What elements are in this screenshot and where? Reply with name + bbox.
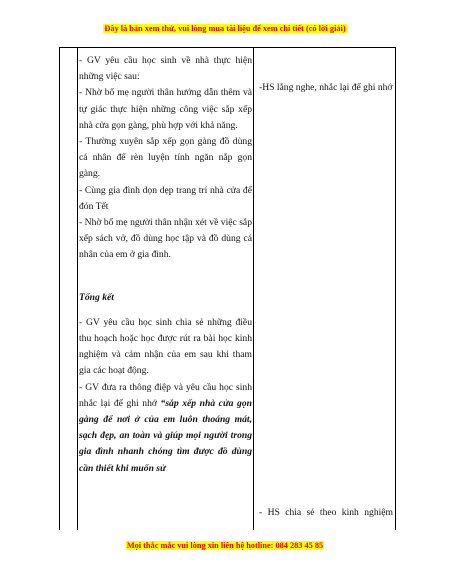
table-column-divider bbox=[253, 48, 254, 530]
preview-banner-text: Đây là bản xem thử, vui lòng mua tài liệu để xem chi tiết (có lời giải) bbox=[104, 24, 346, 33]
homework-task: - Cùng gia đình dọn dẹp trang trí nhà cửa để đón Tết bbox=[79, 184, 252, 212]
spacer bbox=[79, 264, 252, 290]
homework-intro: - GV yêu cầu học sinh về nhà thực hiện những việc sau: bbox=[79, 55, 252, 83]
teacher-activities-cell bbox=[79, 53, 252, 477]
summary-message-lead: - GV đưa ra thông điệp và yêu cầu học sinh nhắc lại để ghi nhớ bbox=[79, 381, 252, 409]
student-response: -HS lắng nghe, nhắc lại để ghi nhớ bbox=[259, 82, 393, 93]
summary-message-quote: “sắp xếp nhà cửa gọn gàng để nơi ở của em luôn thoáng mát, sạch đẹp, an toàn và giúp mọi người trong gia đình nhanh chóng tìm được đồ dùng cần thiết khi muốn sử bbox=[79, 397, 252, 474]
homework-task: - Nhờ bố mẹ người thân nhận xét về việc sắp xếp sách vở, đồ dùng học tập và đồ dùng cá nhân của em ở gia đình. bbox=[79, 217, 252, 261]
summary-heading: Tổng kết bbox=[79, 291, 114, 303]
student-response: - HS chia sẻ theo kinh nghiệm bbox=[259, 507, 393, 518]
spacer bbox=[79, 308, 252, 315]
homework-task: - Thường xuyên sắp xếp gọn gàng đồ dùng cá nhân để rèn luyện tính ngăn nắp gọn gàng. bbox=[79, 136, 252, 180]
summary-message-paragraph bbox=[79, 380, 252, 477]
hotline-banner bbox=[0, 541, 450, 550]
preview-banner bbox=[0, 24, 450, 33]
table-column-divider bbox=[77, 48, 78, 530]
homework-task: - Nhờ bố mẹ người thân hướng dẫn thêm và tự giác thực hiện những công việc sắp xếp nhà cửa gọn gàng, phù hợp với khả năng. bbox=[79, 87, 252, 131]
summary-paragraph: - GV yêu cầu học sinh chia sẻ những điều thu hoạch hoặc học được rút ra bài học kinh nghiệm và cảm nhận của em sau khi tham gia các hoạt động. bbox=[79, 316, 252, 377]
hotline-banner-text: Mọi thắc mắc vui lòng xin liên hệ hotline: 084 283 45 85 bbox=[126, 541, 324, 550]
